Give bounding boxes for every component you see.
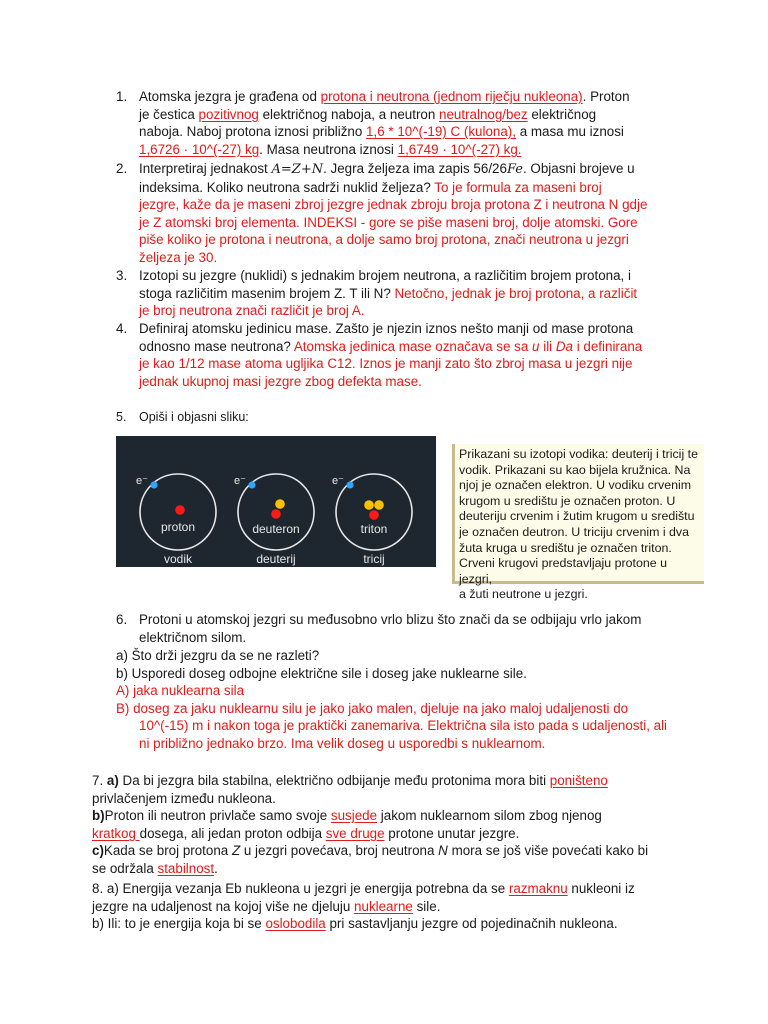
text: . Jegra željeza ima zapis 56/26 xyxy=(323,161,507,176)
text: nukleoni iz xyxy=(567,881,635,896)
answer: susjede xyxy=(330,808,378,824)
question-6-text xyxy=(139,611,679,646)
isotope-name: deuterij xyxy=(256,552,296,566)
text: dosega, ali jedan proton odbija xyxy=(139,825,326,841)
answer: 10^(-15) m i nakon toga je praktički zanemariva. Električna sila isto pada s udaljenosti, ali xyxy=(139,718,668,734)
answer: Da xyxy=(555,338,573,354)
question-number: 6. xyxy=(116,612,128,627)
text: indeksima. Koliko neutrona sadrži nuklid željeza? xyxy=(139,179,435,195)
answer: kratkog xyxy=(92,825,140,841)
answer: jednak ukupnoj masi jezgre zbog defekta mase. xyxy=(139,373,422,389)
question-number: 5. xyxy=(116,410,127,424)
nucleus-label: proton xyxy=(160,520,196,534)
answer: ili xyxy=(539,338,556,354)
text: privlačenjem između nukleona. xyxy=(92,790,276,806)
electron-dot xyxy=(248,481,255,488)
caption-line: žuta kruga u središtu je označen triton. xyxy=(459,540,672,555)
symbol: N xyxy=(438,843,448,859)
answer: 1,6749 · 10^(-27) kg. xyxy=(397,141,522,157)
text: b) Usporedi doseg odbojne električne sile i doseg jake nuklearne sile. xyxy=(116,665,527,681)
answer: Netočno, jednak je broj protona, a različit xyxy=(394,285,638,301)
question-number: 3. xyxy=(116,268,128,283)
text: pri sastavljanju jezgre od pojedinačnih nukleona. xyxy=(325,916,618,932)
proton-dot xyxy=(175,505,185,515)
caption-line: njoj je označen elektron. U vodiku crvenim xyxy=(459,478,692,493)
question-6-subparts xyxy=(116,647,676,753)
image-description-box xyxy=(452,444,704,602)
text: 8. a) Energija vezanja Eb nukleona u jezgri je energija potrebna da se xyxy=(92,881,509,896)
answer: stabilnost xyxy=(157,860,215,876)
question-3-text xyxy=(139,267,679,320)
proton-dot xyxy=(369,510,379,520)
answer: je broj neutrona znači različit je broj A. xyxy=(139,303,365,319)
answer: poništeno xyxy=(549,773,608,788)
answer: 1,6 * 10^(-19) C (kulona), xyxy=(366,124,516,140)
text: Atomska jezgra je građena od xyxy=(139,89,321,104)
text: odnosno mase neutrona? xyxy=(139,338,294,354)
text: c) xyxy=(92,843,104,859)
answer: B) doseg za jaku nuklearnu silu je jako jako malen, djeluje na jako maloj udaljenosti do xyxy=(116,700,629,716)
text: a) Što drži jezgru da se ne razleti? xyxy=(116,648,320,663)
text: električnog xyxy=(527,106,597,122)
text: b) xyxy=(92,808,105,824)
answer: nuklearne xyxy=(354,898,413,914)
hydrogen-isotopes-image xyxy=(116,436,436,567)
question-1-text xyxy=(139,88,679,158)
answer: piše koliko je protona i neutrona, a dolje samo broj protona, znači neutrona u jezgri xyxy=(139,232,629,248)
text: a) xyxy=(106,773,119,788)
isotope-name: vodik xyxy=(163,552,193,566)
text: električnog naboja, a neutron xyxy=(258,106,440,122)
text: . Proton xyxy=(582,89,630,104)
question-8 xyxy=(92,880,692,933)
answer: protona i neutrona (jednom riječju nukleona) xyxy=(320,89,583,104)
text: mora se još više povećati kako bi xyxy=(447,843,649,859)
question-number: 2. xyxy=(116,161,128,176)
text: . xyxy=(214,860,218,876)
text: jezgre na udaljenost na kojoj više ne djeluju xyxy=(92,898,355,914)
answer: oslobodila xyxy=(265,916,326,932)
text: jakom nuklearnom silom zbog njenog xyxy=(377,808,602,824)
question-5-text: Opiši i objasni sliku: xyxy=(139,410,249,424)
neutron-dot xyxy=(364,500,374,510)
text: Proton ili neutron privlače samo svoje xyxy=(104,808,331,824)
text: je čestica xyxy=(139,106,199,122)
answer: je kao 1/12 mase atoma ugljika C12. Iznos je manji zato što zbroj masa u jezgri nije xyxy=(139,356,633,372)
equation: A=Z+N xyxy=(271,162,324,177)
text: Protoni u atomskoj jezgri su međusobno vrlo blizu što znači da se odbijaju vrlo jakom xyxy=(139,612,642,627)
text: Kada se broj protona xyxy=(103,843,232,859)
caption-line: krugom u središtu je označen proton. U xyxy=(459,493,676,508)
text: a masa mu iznosi xyxy=(515,124,624,140)
text: u jezgri povećava, broj neutrona xyxy=(240,843,439,859)
answer: željeza je 30. xyxy=(139,249,218,265)
isotopes-diagram xyxy=(116,436,436,567)
caption-line: a žuti neutrone u jezgri. xyxy=(459,587,588,602)
answer: razmaknu xyxy=(508,881,568,896)
answer: je Z atomski broj elementa. INDEKSI - gore se piše maseni broj, dolje atomski. Gore xyxy=(139,214,638,230)
answer: Atomska jedinica mase označava se sa xyxy=(293,338,533,354)
proton-dot xyxy=(271,509,281,519)
answer: jezgre, kaže da je maseni zbroj jezgre jednak zbroju broja protona Z i neutrona N gdje xyxy=(139,197,648,213)
symbol: Z xyxy=(231,843,241,859)
text: sile. xyxy=(412,898,441,914)
caption-line: je označen deutron. U triciju crvenim i dva xyxy=(459,524,690,539)
caption-line: deuteriju crvenim i žutim krugom u središtu xyxy=(459,509,695,524)
text: 7. xyxy=(92,773,107,788)
text: Definiraj atomsku jedinicu mase. Zašto je njezin iznos nešto manji od mase protona xyxy=(139,321,634,336)
answer: u xyxy=(532,338,540,354)
caption-line: Crveni krugovi predstavljaju protone u jezgri, xyxy=(459,556,667,586)
caption-line: vodik. Prikazani su kao bijela kružnica. Na xyxy=(459,462,691,477)
answer: sve druge xyxy=(325,825,385,841)
answer: neutralnog/bez xyxy=(439,106,528,122)
text: Da bi jezgra bila stabilna, električno odbijanje među protonima mora biti xyxy=(118,773,550,788)
answer: pozitivnog xyxy=(198,106,259,122)
text: električnom silom. xyxy=(139,629,247,645)
answer: A) jaka nuklearna sila xyxy=(116,683,245,699)
isotope-name: tricij xyxy=(363,552,385,566)
electron-label: e⁻ xyxy=(332,475,344,487)
text: Interpretiraj jednakost xyxy=(139,161,272,176)
electron-dot xyxy=(150,481,157,488)
text: naboja. Naboj protona iznosi približno xyxy=(139,124,367,140)
text: protone unutar jezgre. xyxy=(384,825,520,841)
neutron-dot xyxy=(374,500,384,510)
answer: To je formula za maseni broj xyxy=(434,179,602,195)
answer: ni približno jednako brzo. Ima velik doseg u usporedbi s nuklearnom. xyxy=(139,735,546,751)
electron-label: e⁻ xyxy=(234,475,246,487)
element-symbol: Fe xyxy=(506,162,523,177)
text: se održala xyxy=(92,860,158,876)
text: Izotopi su jezgre (nuklidi) s jednakim brojem neutrona, a različitim brojem protona, i xyxy=(139,268,631,283)
question-7 xyxy=(92,772,692,878)
text: b) Ili: to je energija koja bi se xyxy=(92,916,266,932)
question-number: 4. xyxy=(116,321,128,336)
question-4-text xyxy=(139,320,679,390)
nucleus-label: triton xyxy=(360,522,388,536)
question-2-text xyxy=(139,160,679,267)
electron-label: e⁻ xyxy=(136,475,148,487)
question-number: 1. xyxy=(116,89,128,104)
text: . Objasni brojeve u xyxy=(522,161,635,176)
answer: i definirana xyxy=(573,338,643,354)
text: . Masa neutrona iznosi xyxy=(259,141,398,157)
neutron-dot xyxy=(275,499,285,509)
answer: 1,6726 · 10^(-27) kg xyxy=(139,141,260,157)
text: stoga različitim masenim brojem Z. T ili N? xyxy=(139,285,395,301)
nucleus-label: deuteron xyxy=(252,522,300,536)
electron-dot xyxy=(346,481,353,488)
caption-line: Prikazani su izotopi vodika: deuterij i tricij te xyxy=(459,447,698,461)
